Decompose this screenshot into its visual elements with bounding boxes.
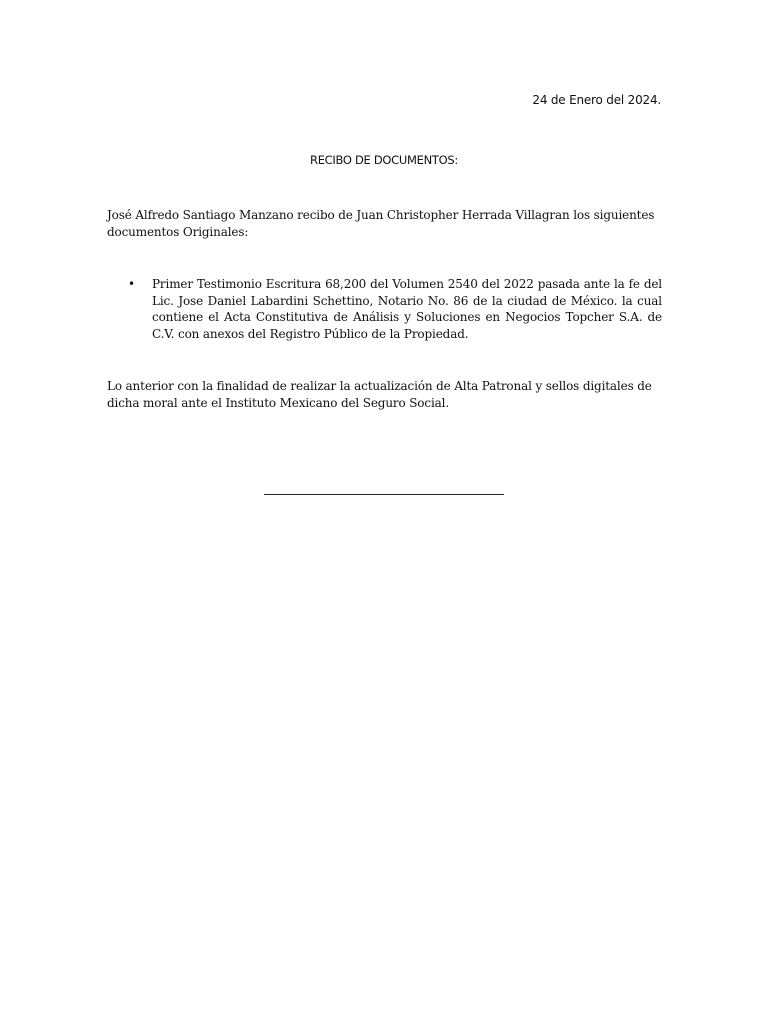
list-item xyxy=(107,276,662,342)
document-date: 24 de Enero del 2024. xyxy=(532,93,661,107)
documents-list xyxy=(107,276,662,342)
document-title: RECIBO DE DOCUMENTOS: xyxy=(310,153,458,167)
intro-paragraph: José Alfredo Santiago Manzano recibo de Juan Christopher Herrada Villagran los siguientes documentos Originales: xyxy=(107,208,655,239)
bullet-icon: • xyxy=(128,277,135,291)
closing-paragraph: Lo anterior con la finalidad de realizar la actualización de Alta Patronal y sellos digitales de dicha moral ante el Instituto Mexicano del Seguro Social. xyxy=(107,379,652,410)
signature-line xyxy=(264,494,504,495)
list-item-text: Primer Testimonio Escritura 68,200 del Volumen 2540 del 2022 pasada ante la fe del Lic. Jose Daniel Labardini Schettino, Notario No. 86 de la ciudad de México. la cual contiene el Acta Constitutiva de Análisis y Soluciones en Negocios Topcher S.A. de C.V. con anexos del Registro Público de la Propiedad. xyxy=(152,277,662,341)
